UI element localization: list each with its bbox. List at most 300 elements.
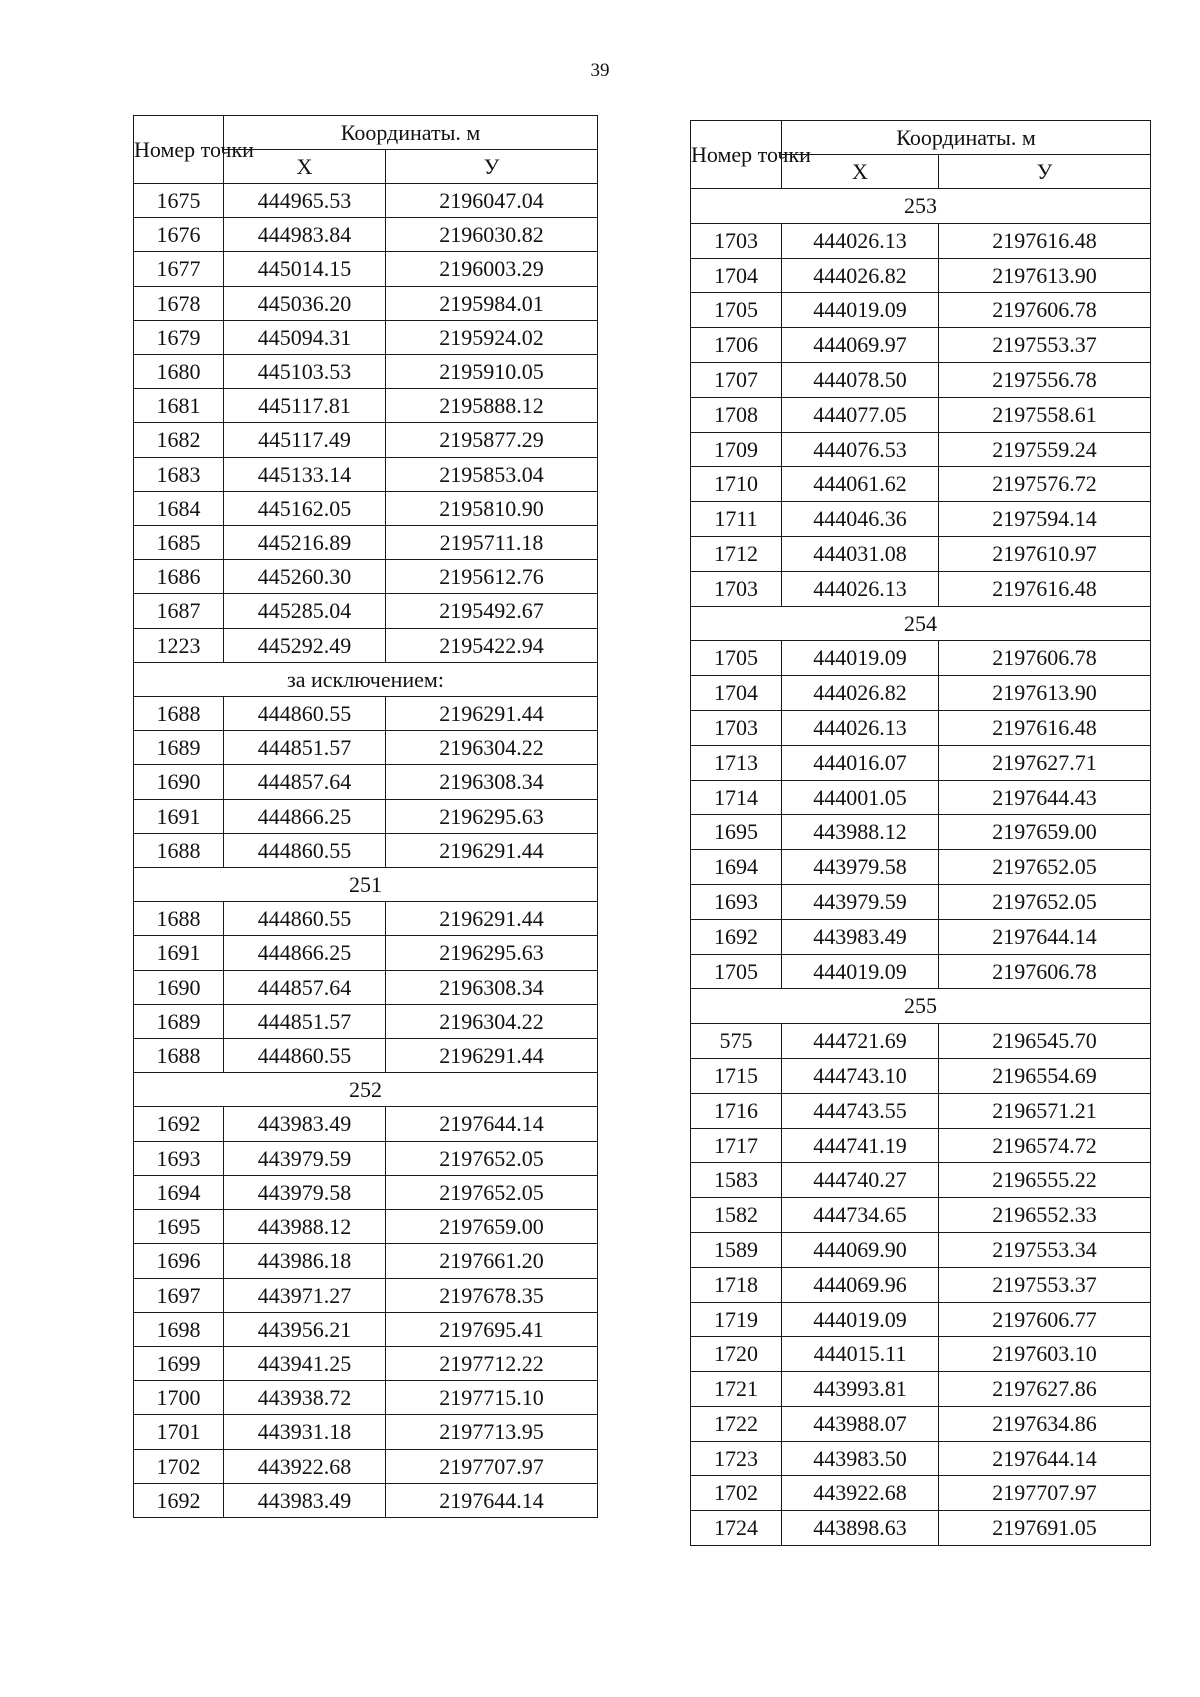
x-coordinate-cell: 444019.09 bbox=[782, 293, 939, 328]
y-coordinate-cell: 2195984.01 bbox=[386, 286, 598, 320]
y-coordinate-cell: 2197606.78 bbox=[939, 293, 1151, 328]
x-coordinate-cell: 444019.09 bbox=[782, 641, 939, 676]
y-coordinate-cell: 2196545.70 bbox=[939, 1024, 1151, 1059]
table-row bbox=[134, 697, 598, 731]
y-coordinate-cell: 2197644.14 bbox=[386, 1483, 598, 1517]
table-row bbox=[691, 1476, 1151, 1511]
y-coordinate-cell: 2195612.76 bbox=[386, 560, 598, 594]
y-coordinate-cell: 2196554.69 bbox=[939, 1058, 1151, 1093]
point-number-cell: 1720 bbox=[691, 1337, 782, 1372]
table-row bbox=[134, 1107, 598, 1141]
x-coordinate-cell: 445260.30 bbox=[224, 560, 386, 594]
x-coordinate-cell: 444740.27 bbox=[782, 1163, 939, 1198]
table-row bbox=[134, 1312, 598, 1346]
point-number-cell: 1583 bbox=[691, 1163, 782, 1198]
y-coordinate-cell: 2195924.02 bbox=[386, 320, 598, 354]
y-coordinate-cell: 2197616.48 bbox=[939, 223, 1151, 258]
y-coordinate-cell: 2197695.41 bbox=[386, 1312, 598, 1346]
x-coordinate-cell: 443986.18 bbox=[224, 1244, 386, 1278]
point-number-cell: 1682 bbox=[134, 423, 224, 457]
table-row bbox=[691, 293, 1151, 328]
point-number-cell: 1695 bbox=[134, 1210, 224, 1244]
point-number-cell: 1694 bbox=[691, 850, 782, 885]
section-title: 253 bbox=[691, 189, 1151, 224]
x-coordinate-cell: 445103.53 bbox=[224, 355, 386, 389]
y-coordinate-cell: 2197644.14 bbox=[939, 919, 1151, 954]
y-coordinate-cell: 2197627.86 bbox=[939, 1372, 1151, 1407]
y-coordinate-cell: 2197616.48 bbox=[939, 571, 1151, 606]
table-row bbox=[691, 1302, 1151, 1337]
section-row bbox=[691, 606, 1151, 641]
x-coordinate-cell: 444743.55 bbox=[782, 1093, 939, 1128]
table-row bbox=[134, 355, 598, 389]
point-number-cell: 1698 bbox=[134, 1312, 224, 1346]
table-row bbox=[691, 1163, 1151, 1198]
x-coordinate-cell: 444019.09 bbox=[782, 1302, 939, 1337]
point-number-cell: 1704 bbox=[691, 676, 782, 711]
y-coordinate-cell: 2196291.44 bbox=[386, 697, 598, 731]
table-row bbox=[134, 1004, 598, 1038]
x-header: Х bbox=[224, 150, 386, 184]
y-coordinate-cell: 2196003.29 bbox=[386, 252, 598, 286]
y-coordinate-cell: 2197652.05 bbox=[386, 1141, 598, 1175]
table-row bbox=[691, 641, 1151, 676]
y-coordinate-cell: 2195422.94 bbox=[386, 628, 598, 662]
point-number-cell: 1693 bbox=[134, 1141, 224, 1175]
x-coordinate-cell: 443983.49 bbox=[782, 919, 939, 954]
table-row bbox=[691, 745, 1151, 780]
point-number-cell: 1715 bbox=[691, 1058, 782, 1093]
x-coordinate-cell: 444069.90 bbox=[782, 1232, 939, 1267]
x-coordinate-cell: 444734.65 bbox=[782, 1198, 939, 1233]
point-number-cell: 1681 bbox=[134, 389, 224, 423]
x-coordinate-cell: 444046.36 bbox=[782, 502, 939, 537]
table-row bbox=[691, 850, 1151, 885]
point-number-cell: 1702 bbox=[691, 1476, 782, 1511]
y-coordinate-cell: 2195810.90 bbox=[386, 491, 598, 525]
y-coordinate-cell: 2197606.78 bbox=[939, 641, 1151, 676]
table-row bbox=[691, 1267, 1151, 1302]
x-coordinate-cell: 444026.13 bbox=[782, 223, 939, 258]
point-number-cell: 1717 bbox=[691, 1128, 782, 1163]
x-coordinate-cell: 445292.49 bbox=[224, 628, 386, 662]
x-coordinate-cell: 443956.21 bbox=[224, 1312, 386, 1346]
y-coordinate-cell: 2197634.86 bbox=[939, 1406, 1151, 1441]
x-coordinate-cell: 443922.68 bbox=[224, 1449, 386, 1483]
point-number-cell: 1675 bbox=[134, 184, 224, 218]
y-coordinate-cell: 2196555.22 bbox=[939, 1163, 1151, 1198]
section-row bbox=[134, 662, 598, 696]
x-coordinate-cell: 444078.50 bbox=[782, 362, 939, 397]
x-coordinate-cell: 443971.27 bbox=[224, 1278, 386, 1312]
y-coordinate-cell: 2195888.12 bbox=[386, 389, 598, 423]
y-coordinate-cell: 2195853.04 bbox=[386, 457, 598, 491]
point-number-cell: 1710 bbox=[691, 467, 782, 502]
table-row bbox=[134, 628, 598, 662]
table-row bbox=[134, 1175, 598, 1209]
x-coordinate-cell: 443938.72 bbox=[224, 1381, 386, 1415]
y-coordinate-cell: 2197553.37 bbox=[939, 328, 1151, 363]
y-coordinate-cell: 2197610.97 bbox=[939, 536, 1151, 571]
point-number-cell: 1703 bbox=[691, 571, 782, 606]
x-coordinate-cell: 443983.50 bbox=[782, 1441, 939, 1476]
coordinates-table-right bbox=[690, 120, 1151, 1546]
point-number-cell: 1714 bbox=[691, 780, 782, 815]
table-row bbox=[134, 936, 598, 970]
point-number-cell: 1688 bbox=[134, 1039, 224, 1073]
table-row bbox=[134, 1415, 598, 1449]
table-row bbox=[691, 1093, 1151, 1128]
point-number-cell: 1723 bbox=[691, 1441, 782, 1476]
table-row bbox=[134, 594, 598, 628]
point-number-cell: 1712 bbox=[691, 536, 782, 571]
y-coordinate-cell: 2197594.14 bbox=[939, 502, 1151, 537]
y-coordinate-cell: 2196304.22 bbox=[386, 1004, 598, 1038]
table-row bbox=[691, 223, 1151, 258]
table-row bbox=[691, 676, 1151, 711]
y-coordinate-cell: 2196047.04 bbox=[386, 184, 598, 218]
y-coordinate-cell: 2197553.34 bbox=[939, 1232, 1151, 1267]
x-coordinate-cell: 444866.25 bbox=[224, 799, 386, 833]
x-coordinate-cell: 444001.05 bbox=[782, 780, 939, 815]
y-coordinate-cell: 2197606.77 bbox=[939, 1302, 1151, 1337]
table-row bbox=[134, 526, 598, 560]
table-row bbox=[134, 286, 598, 320]
y-coordinate-cell: 2197553.37 bbox=[939, 1267, 1151, 1302]
y-coordinate-cell: 2197661.20 bbox=[386, 1244, 598, 1278]
y-coordinate-cell: 2197616.48 bbox=[939, 710, 1151, 745]
table-row bbox=[134, 1483, 598, 1517]
x-coordinate-cell: 443983.49 bbox=[224, 1483, 386, 1517]
x-coordinate-cell: 445094.31 bbox=[224, 320, 386, 354]
y-coordinate-cell: 2197678.35 bbox=[386, 1278, 598, 1312]
table-row bbox=[134, 252, 598, 286]
point-number-cell: 1691 bbox=[134, 936, 224, 970]
point-number-cell: 1686 bbox=[134, 560, 224, 594]
x-coordinate-cell: 443988.12 bbox=[782, 815, 939, 850]
y-coordinate-cell: 2197659.00 bbox=[386, 1210, 598, 1244]
y-coordinate-cell: 2197559.24 bbox=[939, 432, 1151, 467]
table-row bbox=[691, 1337, 1151, 1372]
y-coordinate-cell: 2196030.82 bbox=[386, 218, 598, 252]
x-coordinate-cell: 445117.81 bbox=[224, 389, 386, 423]
table-row bbox=[134, 1449, 598, 1483]
x-coordinate-cell: 444860.55 bbox=[224, 902, 386, 936]
table-row bbox=[134, 423, 598, 457]
x-coordinate-cell: 443979.59 bbox=[782, 884, 939, 919]
table-row bbox=[691, 571, 1151, 606]
x-header: Х bbox=[782, 155, 939, 189]
x-coordinate-cell: 445285.04 bbox=[224, 594, 386, 628]
table-row bbox=[691, 432, 1151, 467]
coordinates-table-left bbox=[133, 115, 598, 1518]
point-number-cell: 1691 bbox=[134, 799, 224, 833]
section-row bbox=[691, 189, 1151, 224]
section-row bbox=[134, 868, 598, 902]
table-row bbox=[691, 258, 1151, 293]
section-title: 254 bbox=[691, 606, 1151, 641]
y-coordinate-cell: 2196552.33 bbox=[939, 1198, 1151, 1233]
point-number-cell: 1716 bbox=[691, 1093, 782, 1128]
table-row bbox=[691, 1511, 1151, 1546]
table-row bbox=[134, 1039, 598, 1073]
table-row bbox=[134, 389, 598, 423]
table-row bbox=[691, 815, 1151, 850]
y-coordinate-cell: 2196304.22 bbox=[386, 731, 598, 765]
point-number-cell: 1679 bbox=[134, 320, 224, 354]
point-number-cell: 1705 bbox=[691, 293, 782, 328]
y-coordinate-cell: 2197627.71 bbox=[939, 745, 1151, 780]
table-row bbox=[134, 491, 598, 525]
point-number-cell: 1688 bbox=[134, 833, 224, 867]
point-number-header: Номер точки bbox=[691, 121, 782, 189]
y-coordinate-cell: 2195910.05 bbox=[386, 355, 598, 389]
point-number-cell: 1721 bbox=[691, 1372, 782, 1407]
table-row bbox=[691, 710, 1151, 745]
point-number-cell: 1687 bbox=[134, 594, 224, 628]
x-coordinate-cell: 444860.55 bbox=[224, 697, 386, 731]
x-coordinate-cell: 444721.69 bbox=[782, 1024, 939, 1059]
x-coordinate-cell: 444860.55 bbox=[224, 1039, 386, 1073]
table-row bbox=[691, 1441, 1151, 1476]
table-row bbox=[691, 1232, 1151, 1267]
table-row bbox=[134, 1381, 598, 1415]
point-number-cell: 575 bbox=[691, 1024, 782, 1059]
y-coordinate-cell: 2197707.97 bbox=[939, 1476, 1151, 1511]
x-coordinate-cell: 444866.25 bbox=[224, 936, 386, 970]
y-coordinate-cell: 2197715.10 bbox=[386, 1381, 598, 1415]
x-coordinate-cell: 444741.19 bbox=[782, 1128, 939, 1163]
point-number-cell: 1677 bbox=[134, 252, 224, 286]
point-number-cell: 1697 bbox=[134, 1278, 224, 1312]
x-coordinate-cell: 443988.07 bbox=[782, 1406, 939, 1441]
y-coordinate-cell: 2195711.18 bbox=[386, 526, 598, 560]
table-row bbox=[134, 970, 598, 1004]
point-number-cell: 1711 bbox=[691, 502, 782, 537]
section-title: 255 bbox=[691, 989, 1151, 1024]
point-number-cell: 1589 bbox=[691, 1232, 782, 1267]
section-title: 252 bbox=[134, 1073, 598, 1107]
point-number-cell: 1713 bbox=[691, 745, 782, 780]
x-coordinate-cell: 443922.68 bbox=[782, 1476, 939, 1511]
x-coordinate-cell: 444851.57 bbox=[224, 731, 386, 765]
y-coordinate-cell: 2196291.44 bbox=[386, 833, 598, 867]
x-coordinate-cell: 443983.49 bbox=[224, 1107, 386, 1141]
x-coordinate-cell: 445036.20 bbox=[224, 286, 386, 320]
table-row bbox=[691, 1058, 1151, 1093]
table-row bbox=[691, 1198, 1151, 1233]
point-number-cell: 1699 bbox=[134, 1346, 224, 1380]
table-row bbox=[691, 780, 1151, 815]
y-coordinate-cell: 2195492.67 bbox=[386, 594, 598, 628]
point-number-cell: 1724 bbox=[691, 1511, 782, 1546]
point-number-cell: 1680 bbox=[134, 355, 224, 389]
y-header: У bbox=[386, 150, 598, 184]
table-row bbox=[134, 1141, 598, 1175]
x-coordinate-cell: 444851.57 bbox=[224, 1004, 386, 1038]
point-number-cell: 1701 bbox=[134, 1415, 224, 1449]
x-coordinate-cell: 444031.08 bbox=[782, 536, 939, 571]
y-coordinate-cell: 2195877.29 bbox=[386, 423, 598, 457]
point-number-cell: 1678 bbox=[134, 286, 224, 320]
point-number-cell: 1690 bbox=[134, 970, 224, 1004]
table-row bbox=[134, 833, 598, 867]
x-coordinate-cell: 444077.05 bbox=[782, 397, 939, 432]
y-coordinate-cell: 2197644.14 bbox=[939, 1441, 1151, 1476]
table-row bbox=[134, 560, 598, 594]
point-number-cell: 1700 bbox=[134, 1381, 224, 1415]
y-coordinate-cell: 2196291.44 bbox=[386, 902, 598, 936]
table-row bbox=[691, 362, 1151, 397]
point-number-cell: 1689 bbox=[134, 1004, 224, 1038]
table-row bbox=[691, 1406, 1151, 1441]
x-coordinate-cell: 444026.13 bbox=[782, 710, 939, 745]
x-coordinate-cell: 445014.15 bbox=[224, 252, 386, 286]
point-number-cell: 1704 bbox=[691, 258, 782, 293]
table-row bbox=[134, 1278, 598, 1312]
y-coordinate-cell: 2196295.63 bbox=[386, 936, 598, 970]
table-row bbox=[691, 502, 1151, 537]
table-row bbox=[691, 467, 1151, 502]
point-number-cell: 1703 bbox=[691, 223, 782, 258]
y-coordinate-cell: 2197556.78 bbox=[939, 362, 1151, 397]
y-coordinate-cell: 2197558.61 bbox=[939, 397, 1151, 432]
point-number-cell: 1706 bbox=[691, 328, 782, 363]
table-row bbox=[691, 1372, 1151, 1407]
y-header: У bbox=[939, 155, 1151, 189]
x-coordinate-cell: 444857.64 bbox=[224, 970, 386, 1004]
y-coordinate-cell: 2196295.63 bbox=[386, 799, 598, 833]
y-coordinate-cell: 2196291.44 bbox=[386, 1039, 598, 1073]
point-number-cell: 1695 bbox=[691, 815, 782, 850]
x-coordinate-cell: 443979.58 bbox=[224, 1175, 386, 1209]
x-coordinate-cell: 444069.97 bbox=[782, 328, 939, 363]
table-row bbox=[691, 1128, 1151, 1163]
point-number-cell: 1722 bbox=[691, 1406, 782, 1441]
x-coordinate-cell: 445133.14 bbox=[224, 457, 386, 491]
table-row bbox=[691, 536, 1151, 571]
table-row bbox=[134, 799, 598, 833]
x-coordinate-cell: 444069.96 bbox=[782, 1267, 939, 1302]
y-coordinate-cell: 2197644.43 bbox=[939, 780, 1151, 815]
y-coordinate-cell: 2197707.97 bbox=[386, 1449, 598, 1483]
y-coordinate-cell: 2197713.95 bbox=[386, 1415, 598, 1449]
table-row bbox=[691, 328, 1151, 363]
y-coordinate-cell: 2197691.05 bbox=[939, 1511, 1151, 1546]
x-coordinate-cell: 444015.11 bbox=[782, 1337, 939, 1372]
x-coordinate-cell: 443979.58 bbox=[782, 850, 939, 885]
page-number: 39 bbox=[590, 60, 610, 81]
point-number-cell: 1692 bbox=[134, 1107, 224, 1141]
point-number-cell: 1692 bbox=[134, 1483, 224, 1517]
point-number-cell: 1708 bbox=[691, 397, 782, 432]
table-row bbox=[691, 884, 1151, 919]
section-row bbox=[691, 989, 1151, 1024]
point-number-cell: 1719 bbox=[691, 1302, 782, 1337]
x-coordinate-cell: 444026.13 bbox=[782, 571, 939, 606]
x-coordinate-cell: 443979.59 bbox=[224, 1141, 386, 1175]
x-coordinate-cell: 444965.53 bbox=[224, 184, 386, 218]
point-number-cell: 1690 bbox=[134, 765, 224, 799]
point-number-cell: 1688 bbox=[134, 902, 224, 936]
x-coordinate-cell: 444860.55 bbox=[224, 833, 386, 867]
x-coordinate-cell: 444019.09 bbox=[782, 954, 939, 989]
x-coordinate-cell: 444743.10 bbox=[782, 1058, 939, 1093]
y-coordinate-cell: 2197659.00 bbox=[939, 815, 1151, 850]
point-number-cell: 1709 bbox=[691, 432, 782, 467]
x-coordinate-cell: 443941.25 bbox=[224, 1346, 386, 1380]
table-row bbox=[134, 1346, 598, 1380]
table-row bbox=[134, 731, 598, 765]
x-coordinate-cell: 444016.07 bbox=[782, 745, 939, 780]
point-number-cell: 1689 bbox=[134, 731, 224, 765]
point-number-cell: 1685 bbox=[134, 526, 224, 560]
y-coordinate-cell: 2197576.72 bbox=[939, 467, 1151, 502]
x-coordinate-cell: 443993.81 bbox=[782, 1372, 939, 1407]
x-coordinate-cell: 444857.64 bbox=[224, 765, 386, 799]
table-row bbox=[691, 919, 1151, 954]
y-coordinate-cell: 2197652.05 bbox=[386, 1175, 598, 1209]
y-coordinate-cell: 2197712.22 bbox=[386, 1346, 598, 1380]
table-row bbox=[134, 1244, 598, 1278]
y-coordinate-cell: 2197652.05 bbox=[939, 850, 1151, 885]
x-coordinate-cell: 443988.12 bbox=[224, 1210, 386, 1244]
x-coordinate-cell: 444026.82 bbox=[782, 258, 939, 293]
section-title: за исключением: bbox=[134, 662, 598, 696]
table-row bbox=[134, 765, 598, 799]
section-title: 251 bbox=[134, 868, 598, 902]
table-row bbox=[134, 218, 598, 252]
table-row bbox=[691, 397, 1151, 432]
y-coordinate-cell: 2196308.34 bbox=[386, 970, 598, 1004]
x-coordinate-cell: 443931.18 bbox=[224, 1415, 386, 1449]
x-coordinate-cell: 444061.62 bbox=[782, 467, 939, 502]
point-number-cell: 1683 bbox=[134, 457, 224, 491]
point-number-cell: 1705 bbox=[691, 641, 782, 676]
point-number-cell: 1676 bbox=[134, 218, 224, 252]
x-coordinate-cell: 443898.63 bbox=[782, 1511, 939, 1546]
point-number-cell: 1707 bbox=[691, 362, 782, 397]
point-number-cell: 1718 bbox=[691, 1267, 782, 1302]
point-number-cell: 1694 bbox=[134, 1175, 224, 1209]
x-coordinate-cell: 444026.82 bbox=[782, 676, 939, 711]
point-number-cell: 1702 bbox=[134, 1449, 224, 1483]
x-coordinate-cell: 445216.89 bbox=[224, 526, 386, 560]
point-number-cell: 1696 bbox=[134, 1244, 224, 1278]
coordinates-header: Координаты. м bbox=[782, 121, 1151, 155]
point-number-cell: 1705 bbox=[691, 954, 782, 989]
x-coordinate-cell: 445117.49 bbox=[224, 423, 386, 457]
y-coordinate-cell: 2197613.90 bbox=[939, 676, 1151, 711]
point-number-cell: 1692 bbox=[691, 919, 782, 954]
point-number-cell: 1688 bbox=[134, 697, 224, 731]
section-row bbox=[134, 1073, 598, 1107]
y-coordinate-cell: 2197652.05 bbox=[939, 884, 1151, 919]
point-number-cell: 1582 bbox=[691, 1198, 782, 1233]
y-coordinate-cell: 2197606.78 bbox=[939, 954, 1151, 989]
x-coordinate-cell: 444983.84 bbox=[224, 218, 386, 252]
table-row bbox=[134, 902, 598, 936]
table-row bbox=[691, 954, 1151, 989]
y-coordinate-cell: 2196571.21 bbox=[939, 1093, 1151, 1128]
x-coordinate-cell: 445162.05 bbox=[224, 491, 386, 525]
table-row bbox=[134, 184, 598, 218]
point-number-cell: 1684 bbox=[134, 491, 224, 525]
x-coordinate-cell: 444076.53 bbox=[782, 432, 939, 467]
y-coordinate-cell: 2197644.14 bbox=[386, 1107, 598, 1141]
y-coordinate-cell: 2197613.90 bbox=[939, 258, 1151, 293]
y-coordinate-cell: 2196308.34 bbox=[386, 765, 598, 799]
